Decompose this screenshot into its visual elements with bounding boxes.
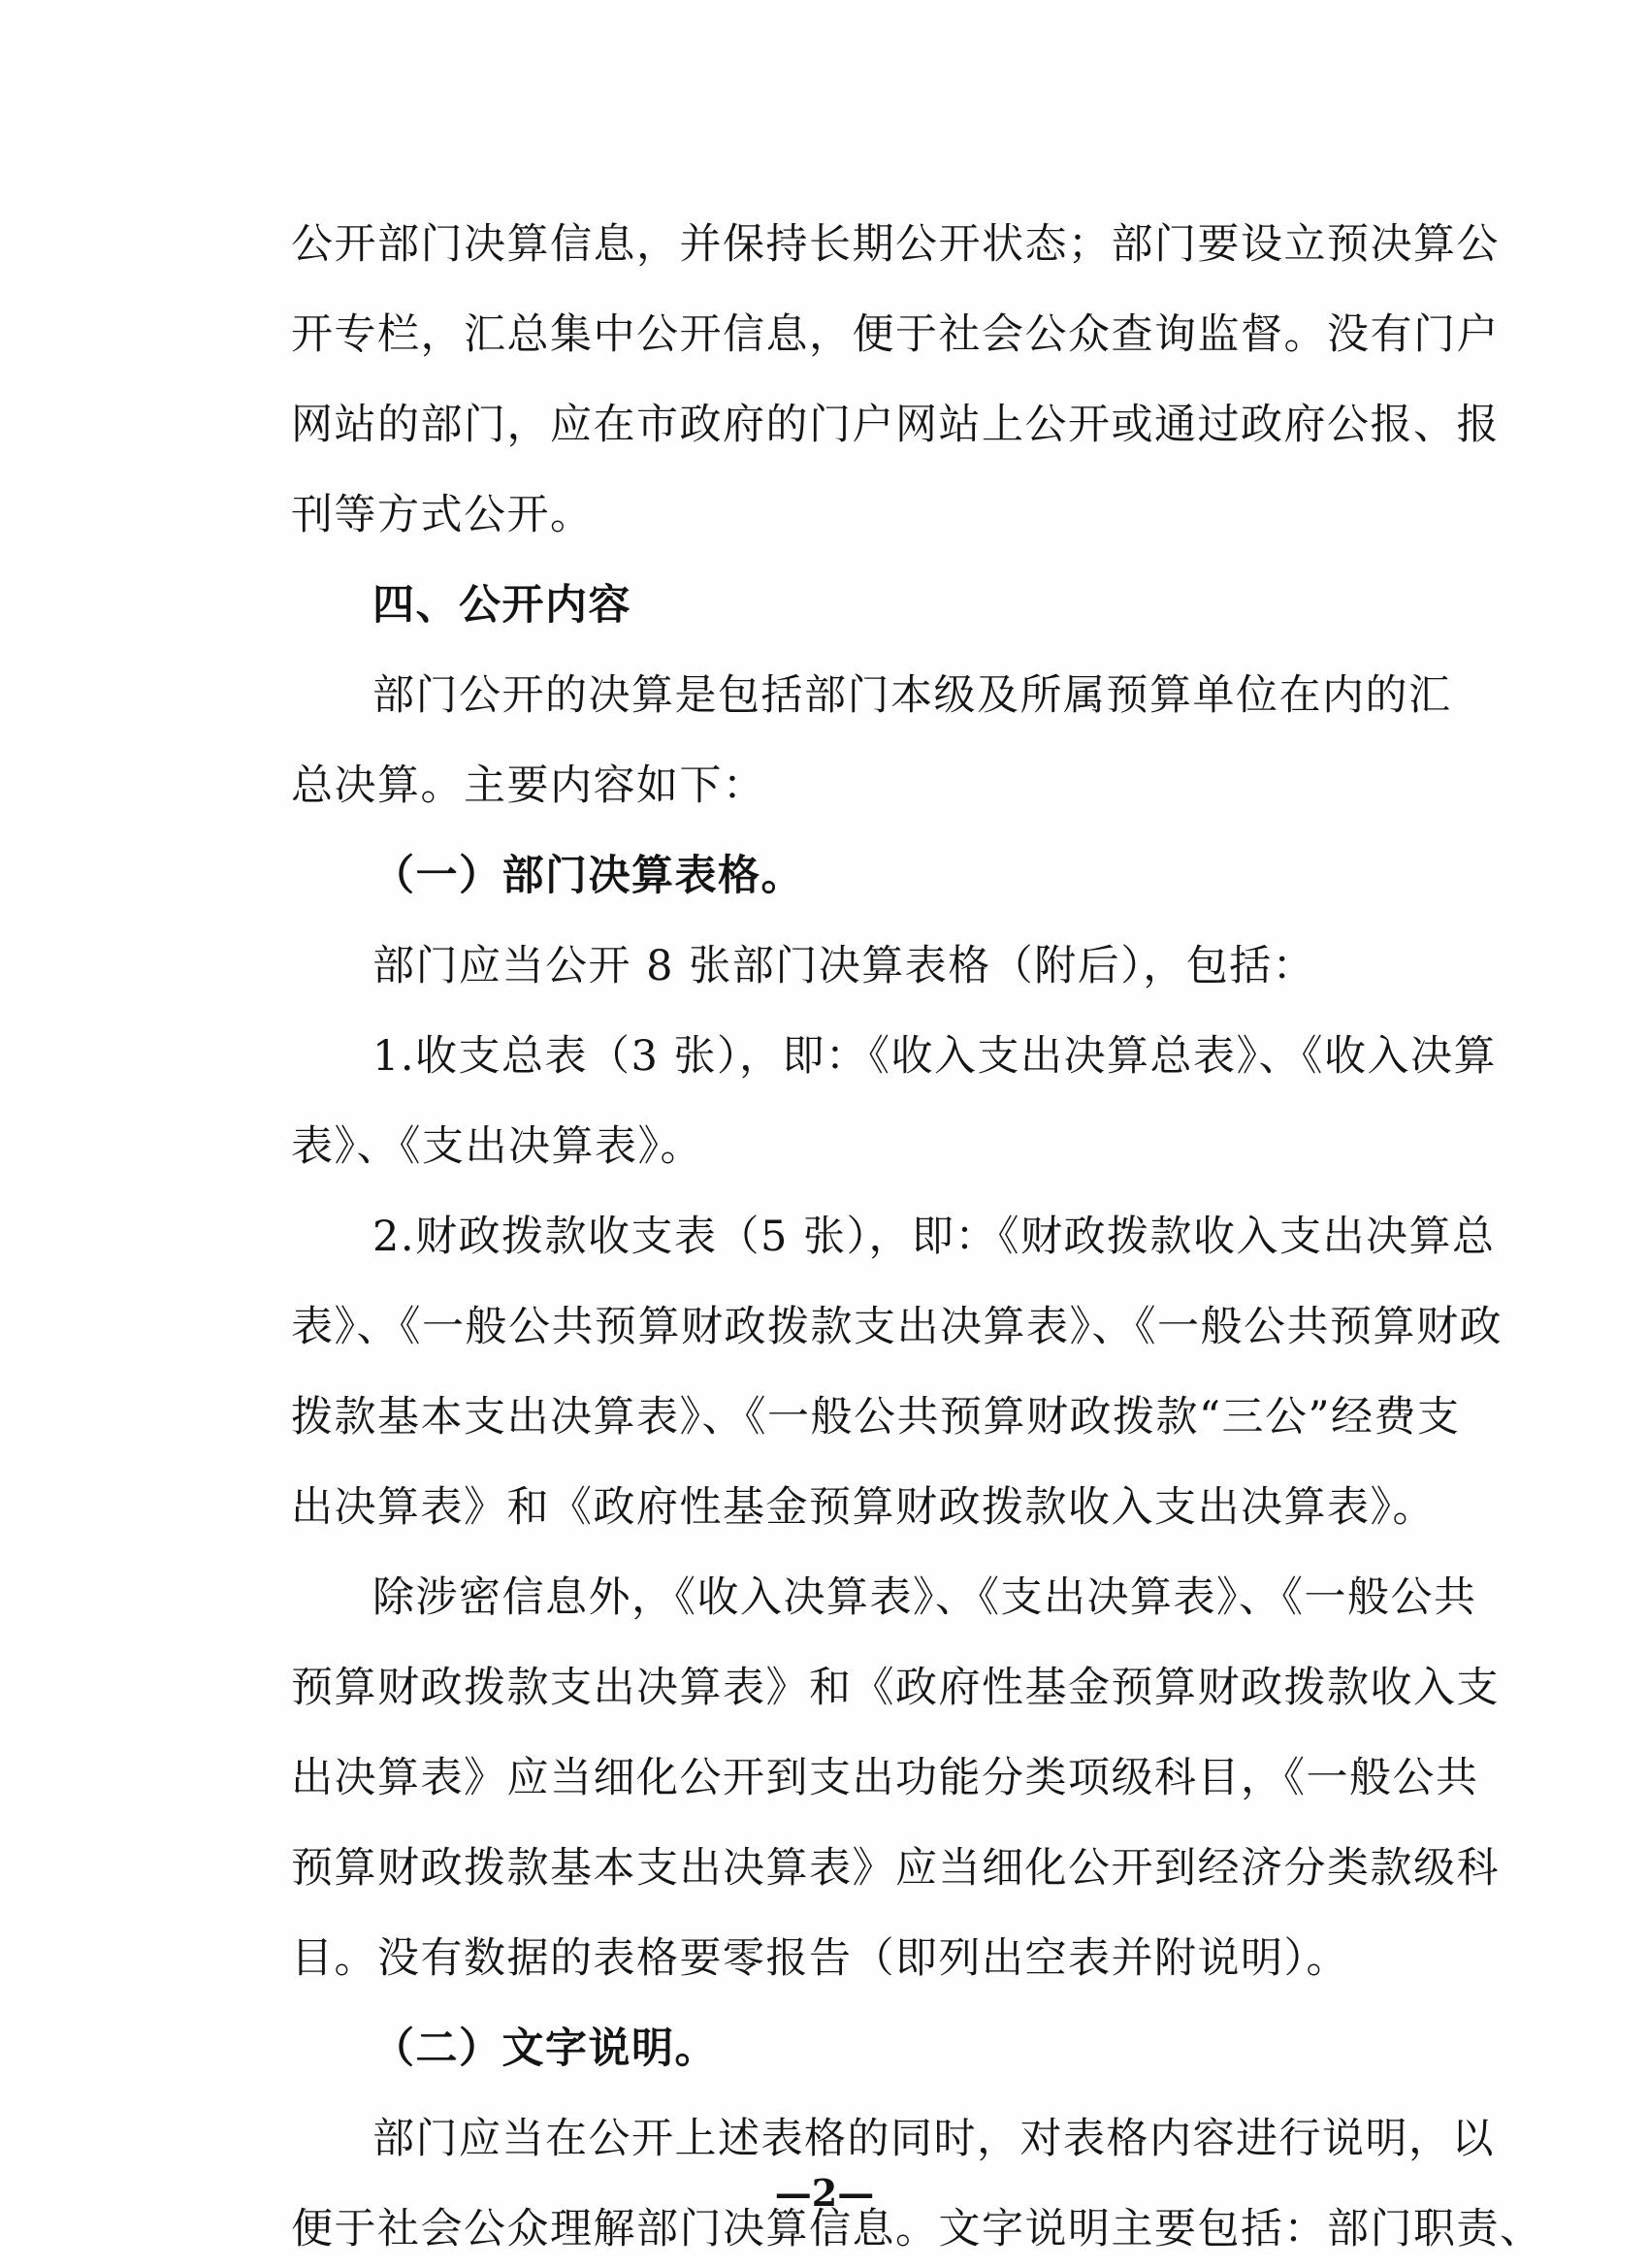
list-item-line: 表》、《一般公共预算财政拨款支出决算表》、《一般公共预算财政	[291, 1303, 1503, 1351]
list-item-line: 拨款基本支出决算表》、《一般公共预算财政拨款“三公”经费支	[291, 1393, 1461, 1442]
list-item-line: 表》、《支出决算表》。	[291, 1122, 703, 1171]
body-line: 网站的部门，应在市政府的门户网站上公开或通过政府公报、报	[291, 401, 1500, 449]
body-line: 除涉密信息外，《收入决算表》、《支出决算表》、《一般公共	[372, 1573, 1477, 1622]
list-item-line: 2.财政拨款收支表（5 张），即：《财政拨款收入支出决算总	[372, 1213, 1496, 1261]
body-line: 开专栏，汇总集中公开信息，便于社会公众查询监督。没有门户	[291, 310, 1500, 359]
body-line: 部门应当在公开上述表格的同时，对表格内容进行说明，以	[372, 2115, 1495, 2163]
body-line: 预算财政拨款支出决算表》和《政府性基金预算财政拨款收入支	[291, 1664, 1500, 1712]
body-line: 便于社会公众理解部门决算信息。文字说明主要包括：部门职责、	[291, 2205, 1543, 2253]
subsection-heading: （一）部门决算表格。	[372, 852, 804, 900]
list-item-line: 出决算表》和《政府性基金预算财政拨款收入支出决算表》。	[291, 1483, 1436, 1532]
body-line: 部门公开的决算是包括部门本级及所属预算单位在内的汇	[372, 671, 1452, 720]
body-line: 总决算。主要内容如下：	[291, 761, 766, 810]
page-number-text: —2—	[774, 2171, 875, 2215]
body-line: 刊等方式公开。	[291, 491, 594, 539]
body-line: 目。没有数据的表格要零报告（即列出空表并附说明）。	[291, 1934, 1349, 1983]
subsection-heading: （二）文字说明。	[372, 2025, 718, 2073]
body-line: 部门应当公开 8 张部门决算表格（附后），包括：	[372, 942, 1316, 990]
section-heading: 四、公开内容	[372, 581, 631, 630]
body-line: 预算财政拨款基本支出决算表》应当细化公开到经济分类款级科	[291, 1844, 1500, 1893]
body-line: 出决算表》应当细化公开到支出功能分类项级科目，《一般公共	[291, 1754, 1479, 1802]
body-line: 公开部门决算信息，并保持长期公开状态；部门要设立预决算公	[291, 220, 1500, 269]
list-item-line: 1.收支总表（3 张），即：《收入支出决算总表》、《收入决算	[372, 1032, 1498, 1081]
